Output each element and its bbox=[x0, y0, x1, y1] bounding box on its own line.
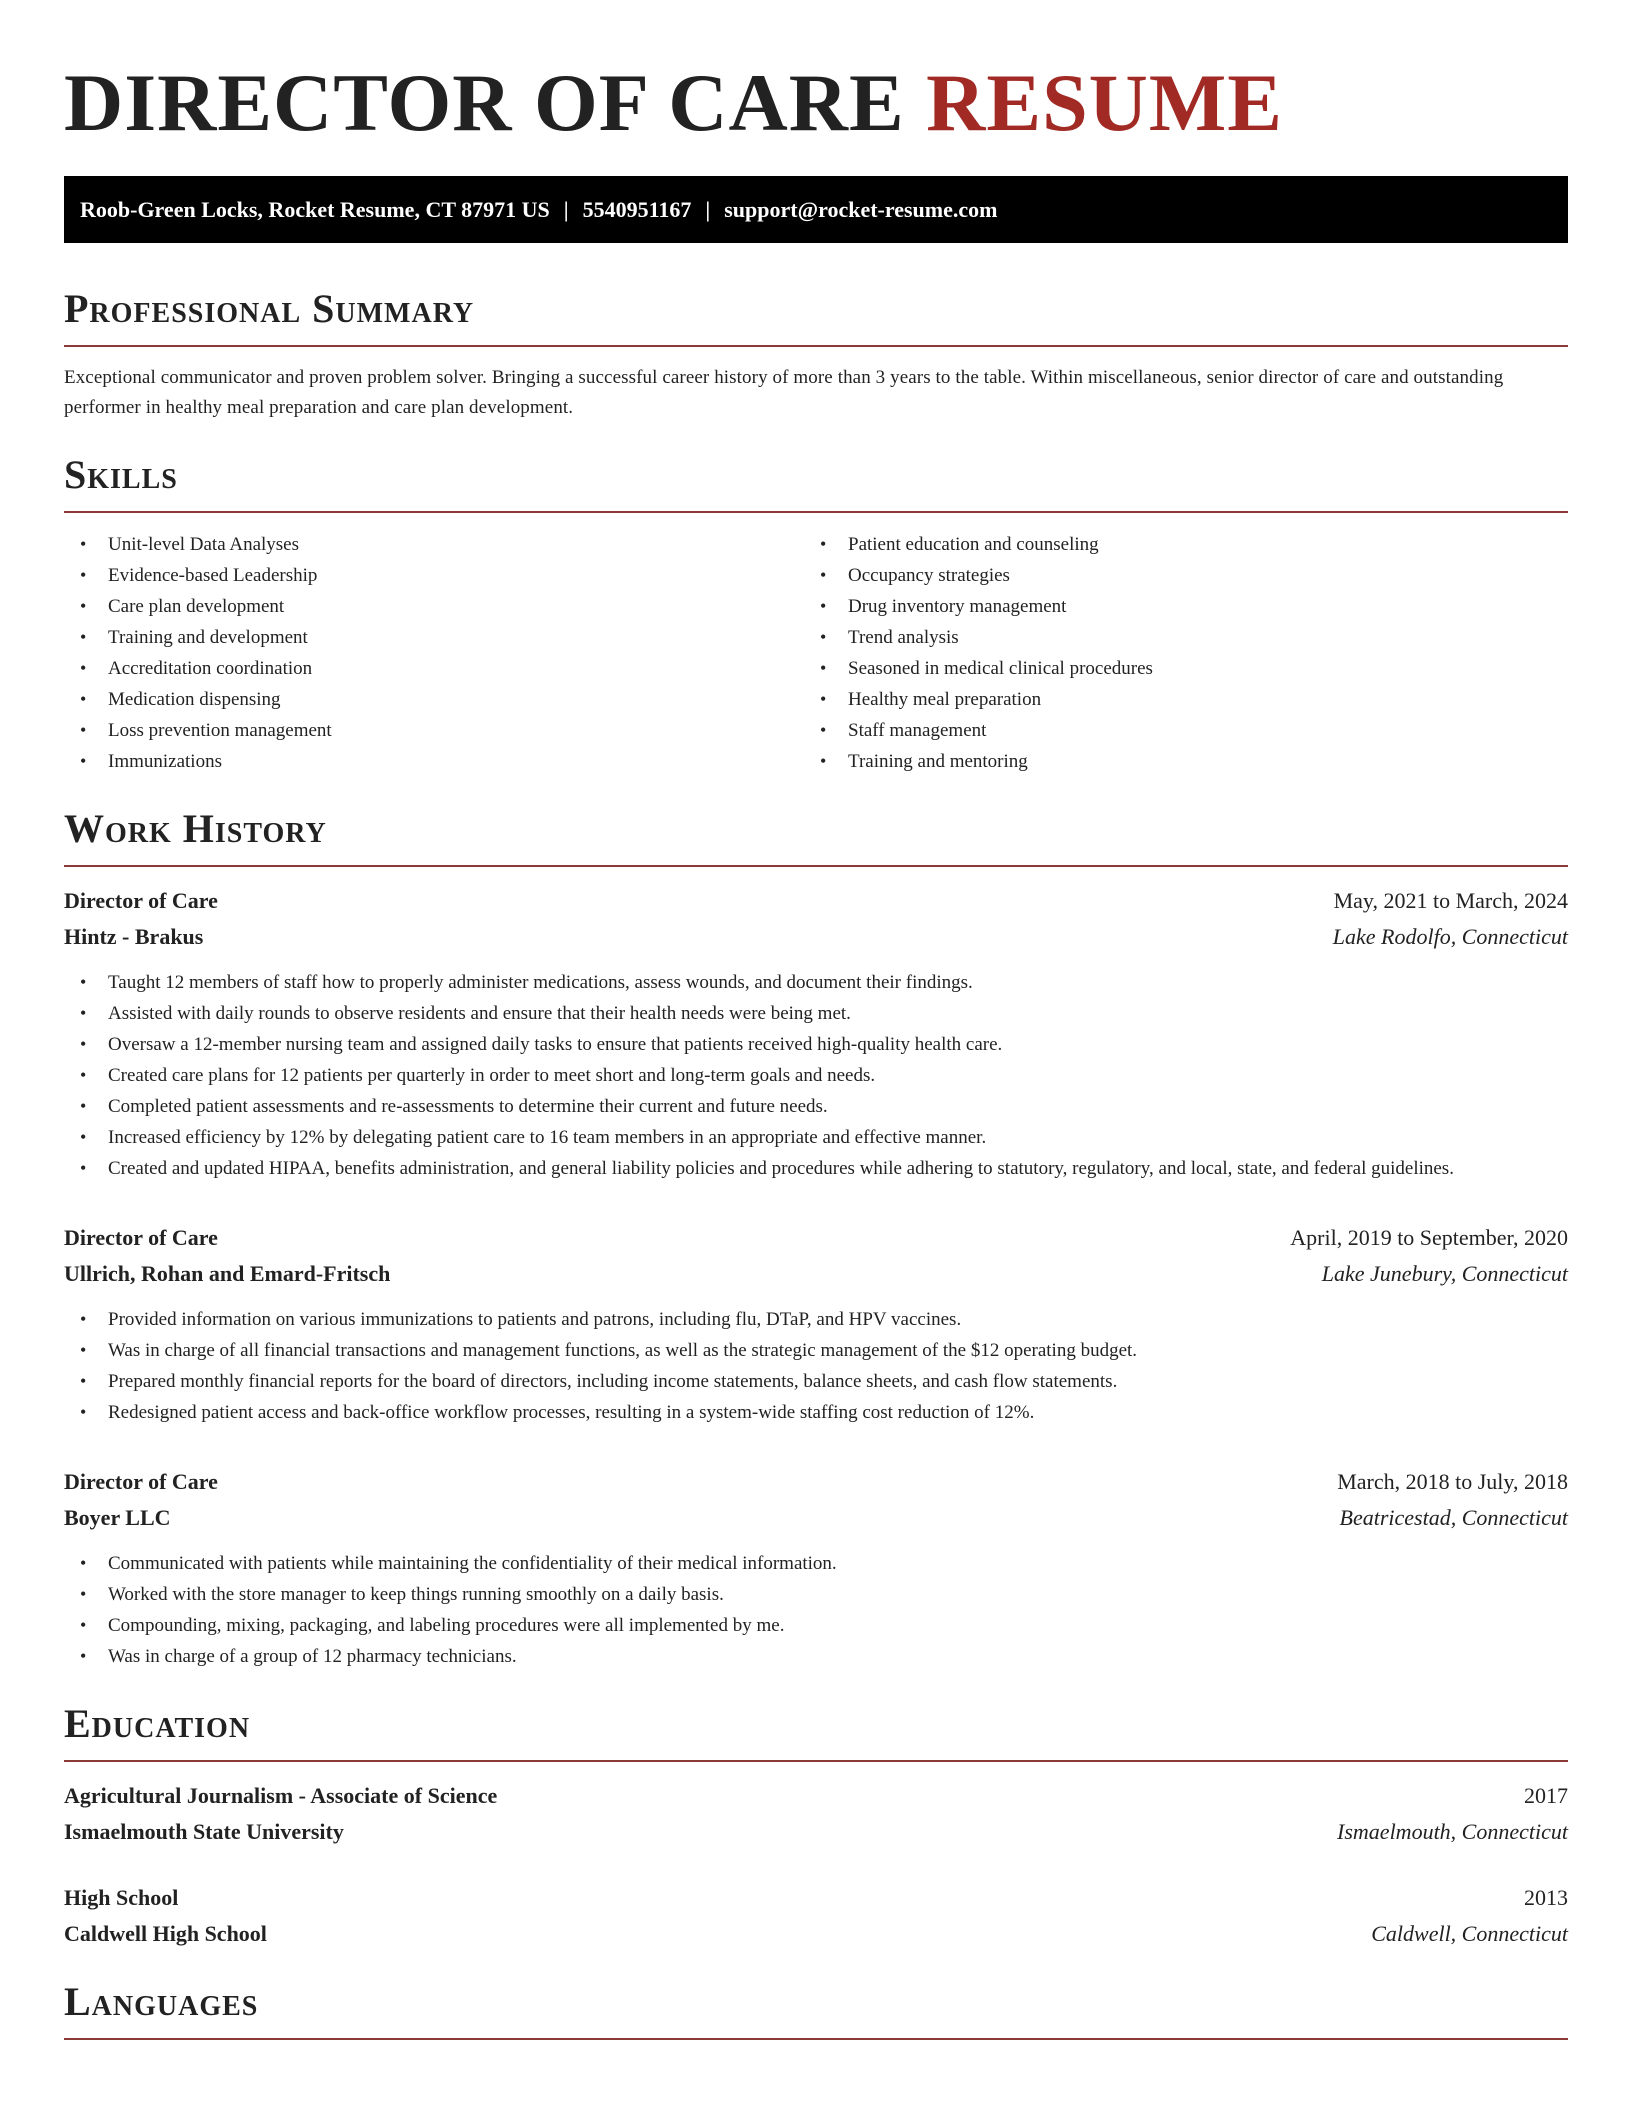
education-section bbox=[64, 1700, 1568, 1952]
skill-item: • Healthy meal preparation bbox=[804, 684, 1544, 715]
job-bullet: • Taught 12 members of staff how to properly administer medications, assess wounds, and document their findings. bbox=[64, 967, 1568, 998]
job-bullet: • Communicated with patients while maintaining the confidentiality of their medical information. bbox=[64, 1548, 1568, 1579]
skill-item: • Staff management bbox=[804, 715, 1544, 746]
skill-item: • Loss prevention management bbox=[64, 715, 804, 746]
languages-heading: Languages bbox=[64, 1978, 1568, 2040]
job-bullet: • Was in charge of all financial transactions and management functions, as well as the strategic management of the $12 operating budget. bbox=[64, 1335, 1568, 1366]
summary-text: Exceptional communicator and proven problem solver. Bringing a successful career history of more than 3 years to the table. Within miscellaneous, senior director of care and outstanding performer in healthy meal preparation and care plan development. bbox=[64, 367, 1504, 418]
skill-item: • Training and development bbox=[64, 622, 804, 653]
education-entry bbox=[64, 1778, 1568, 1850]
contact-email: support@rocket-resume.com bbox=[724, 196, 998, 222]
resume-title bbox=[64, 58, 1568, 148]
job-bullets bbox=[64, 967, 1568, 1184]
education-school-row bbox=[64, 1916, 1568, 1952]
education-degree: Agricultural Journalism - Associate of Science bbox=[64, 1783, 498, 1808]
job-bullet: • Oversaw a 12-member nursing team and assigned daily tasks to ensure that patients received high-quality health care. bbox=[64, 1029, 1568, 1060]
job-header-row bbox=[64, 883, 1568, 919]
job-company-row bbox=[64, 919, 1568, 955]
job-entry bbox=[64, 883, 1568, 1184]
job-entry bbox=[64, 1464, 1568, 1672]
contact-separator: | bbox=[705, 196, 711, 222]
job-bullet: • Redesigned patient access and back-office workflow processes, resulting in a system-wide staffing cost reduction of 12%. bbox=[64, 1397, 1568, 1428]
title-main: DIRECTOR OF CARE bbox=[64, 57, 905, 148]
job-dates: April, 2019 to September, 2020 bbox=[1290, 1225, 1568, 1250]
job-company-row bbox=[64, 1500, 1568, 1536]
education-heading: Education bbox=[64, 1700, 1568, 1762]
job-entry bbox=[64, 1220, 1568, 1428]
skill-item: • Seasoned in medical clinical procedures bbox=[804, 653, 1544, 684]
resume-page bbox=[64, 0, 1568, 2040]
skill-item: • Unit-level Data Analyses bbox=[64, 529, 804, 560]
job-bullet: • Assisted with daily rounds to observe residents and ensure that their health needs were being met. bbox=[64, 998, 1568, 1029]
title-accent: RESUME bbox=[926, 57, 1283, 148]
job-bullet: • Created and updated HIPAA, benefits administration, and general liability policies and procedures while adhering to statutory, regulatory, and local, state, and federal guidelines. bbox=[64, 1153, 1568, 1184]
skills-column-right bbox=[804, 529, 1544, 777]
job-header-row bbox=[64, 1464, 1568, 1500]
skills-column-left bbox=[64, 529, 804, 777]
job-bullet: • Provided information on various immunizations to patients and patrons, including flu, DTaP, and HPV vaccines. bbox=[64, 1304, 1568, 1335]
skill-item: • Medication dispensing bbox=[64, 684, 804, 715]
job-title: Director of Care bbox=[64, 1225, 218, 1250]
job-bullet: • Worked with the store manager to keep things running smoothly on a daily basis. bbox=[64, 1579, 1568, 1610]
job-header-row bbox=[64, 1220, 1568, 1256]
work-history-heading: Work History bbox=[64, 805, 1568, 867]
contact-address: Roob-Green Locks, Rocket Resume, CT 87971 US bbox=[80, 196, 550, 222]
job-bullet: • Increased efficiency by 12% by delegating patient care to 16 team members in an appropriate and effective manner. bbox=[64, 1122, 1568, 1153]
job-dates: March, 2018 to July, 2018 bbox=[1337, 1469, 1568, 1494]
education-year: 2017 bbox=[1524, 1783, 1568, 1808]
summary-heading: Professional Summary bbox=[64, 285, 1568, 347]
education-degree: High School bbox=[64, 1885, 179, 1910]
job-location: Beatricestad, Connecticut bbox=[1339, 1505, 1568, 1530]
job-company: Hintz - Brakus bbox=[64, 924, 204, 949]
job-bullet: • Was in charge of a group of 12 pharmacy technicians. bbox=[64, 1641, 1568, 1672]
work-history-section bbox=[64, 805, 1568, 1672]
skills-heading: Skills bbox=[64, 451, 1568, 513]
education-school: Caldwell High School bbox=[64, 1921, 267, 1946]
skill-item: • Care plan development bbox=[64, 591, 804, 622]
summary-section bbox=[64, 285, 1568, 423]
skills-columns bbox=[64, 529, 1568, 777]
education-entry bbox=[64, 1880, 1568, 1952]
skills-list-right bbox=[804, 529, 1544, 777]
job-company: Ullrich, Rohan and Emard-Fritsch bbox=[64, 1261, 391, 1286]
education-location: Ismaelmouth, Connecticut bbox=[1337, 1819, 1568, 1844]
job-location: Lake Rodolfo, Connecticut bbox=[1332, 924, 1568, 949]
contact-phone: 5540951167 bbox=[582, 196, 692, 222]
skill-item: • Evidence-based Leadership bbox=[64, 560, 804, 591]
job-company-row bbox=[64, 1256, 1568, 1292]
job-dates: May, 2021 to March, 2024 bbox=[1333, 888, 1568, 913]
skill-item: • Patient education and counseling bbox=[804, 529, 1544, 560]
job-title: Director of Care bbox=[64, 888, 218, 913]
skill-item: • Immunizations bbox=[64, 746, 804, 777]
job-company: Boyer LLC bbox=[64, 1505, 171, 1530]
job-bullets bbox=[64, 1304, 1568, 1428]
job-bullet: • Created care plans for 12 patients per quarterly in order to meet short and long-term goals and needs. bbox=[64, 1060, 1568, 1091]
skill-item: • Occupancy strategies bbox=[804, 560, 1544, 591]
job-title: Director of Care bbox=[64, 1469, 218, 1494]
skill-item: • Trend analysis bbox=[804, 622, 1544, 653]
education-year: 2013 bbox=[1524, 1885, 1568, 1910]
job-bullets bbox=[64, 1548, 1568, 1672]
job-bullet: • Completed patient assessments and re-assessments to determine their current and future needs. bbox=[64, 1091, 1568, 1122]
job-bullet: • Prepared monthly financial reports for the board of directors, including income statements, balance sheets, and cash flow statements. bbox=[64, 1366, 1568, 1397]
job-bullet: • Compounding, mixing, packaging, and labeling procedures were all implemented by me. bbox=[64, 1610, 1568, 1641]
education-header-row bbox=[64, 1778, 1568, 1814]
education-location: Caldwell, Connecticut bbox=[1371, 1921, 1568, 1946]
contact-bar bbox=[64, 176, 1568, 243]
skill-item: • Drug inventory management bbox=[804, 591, 1544, 622]
languages-section bbox=[64, 1978, 1568, 2040]
education-school-row bbox=[64, 1814, 1568, 1850]
education-school: Ismaelmouth State University bbox=[64, 1819, 344, 1844]
contact-separator: | bbox=[563, 196, 569, 222]
skill-item: • Accreditation coordination bbox=[64, 653, 804, 684]
skill-item: • Training and mentoring bbox=[804, 746, 1544, 777]
education-header-row bbox=[64, 1880, 1568, 1916]
skills-section bbox=[64, 451, 1568, 777]
job-location: Lake Junebury, Connecticut bbox=[1321, 1261, 1568, 1286]
skills-list-left bbox=[64, 529, 804, 777]
